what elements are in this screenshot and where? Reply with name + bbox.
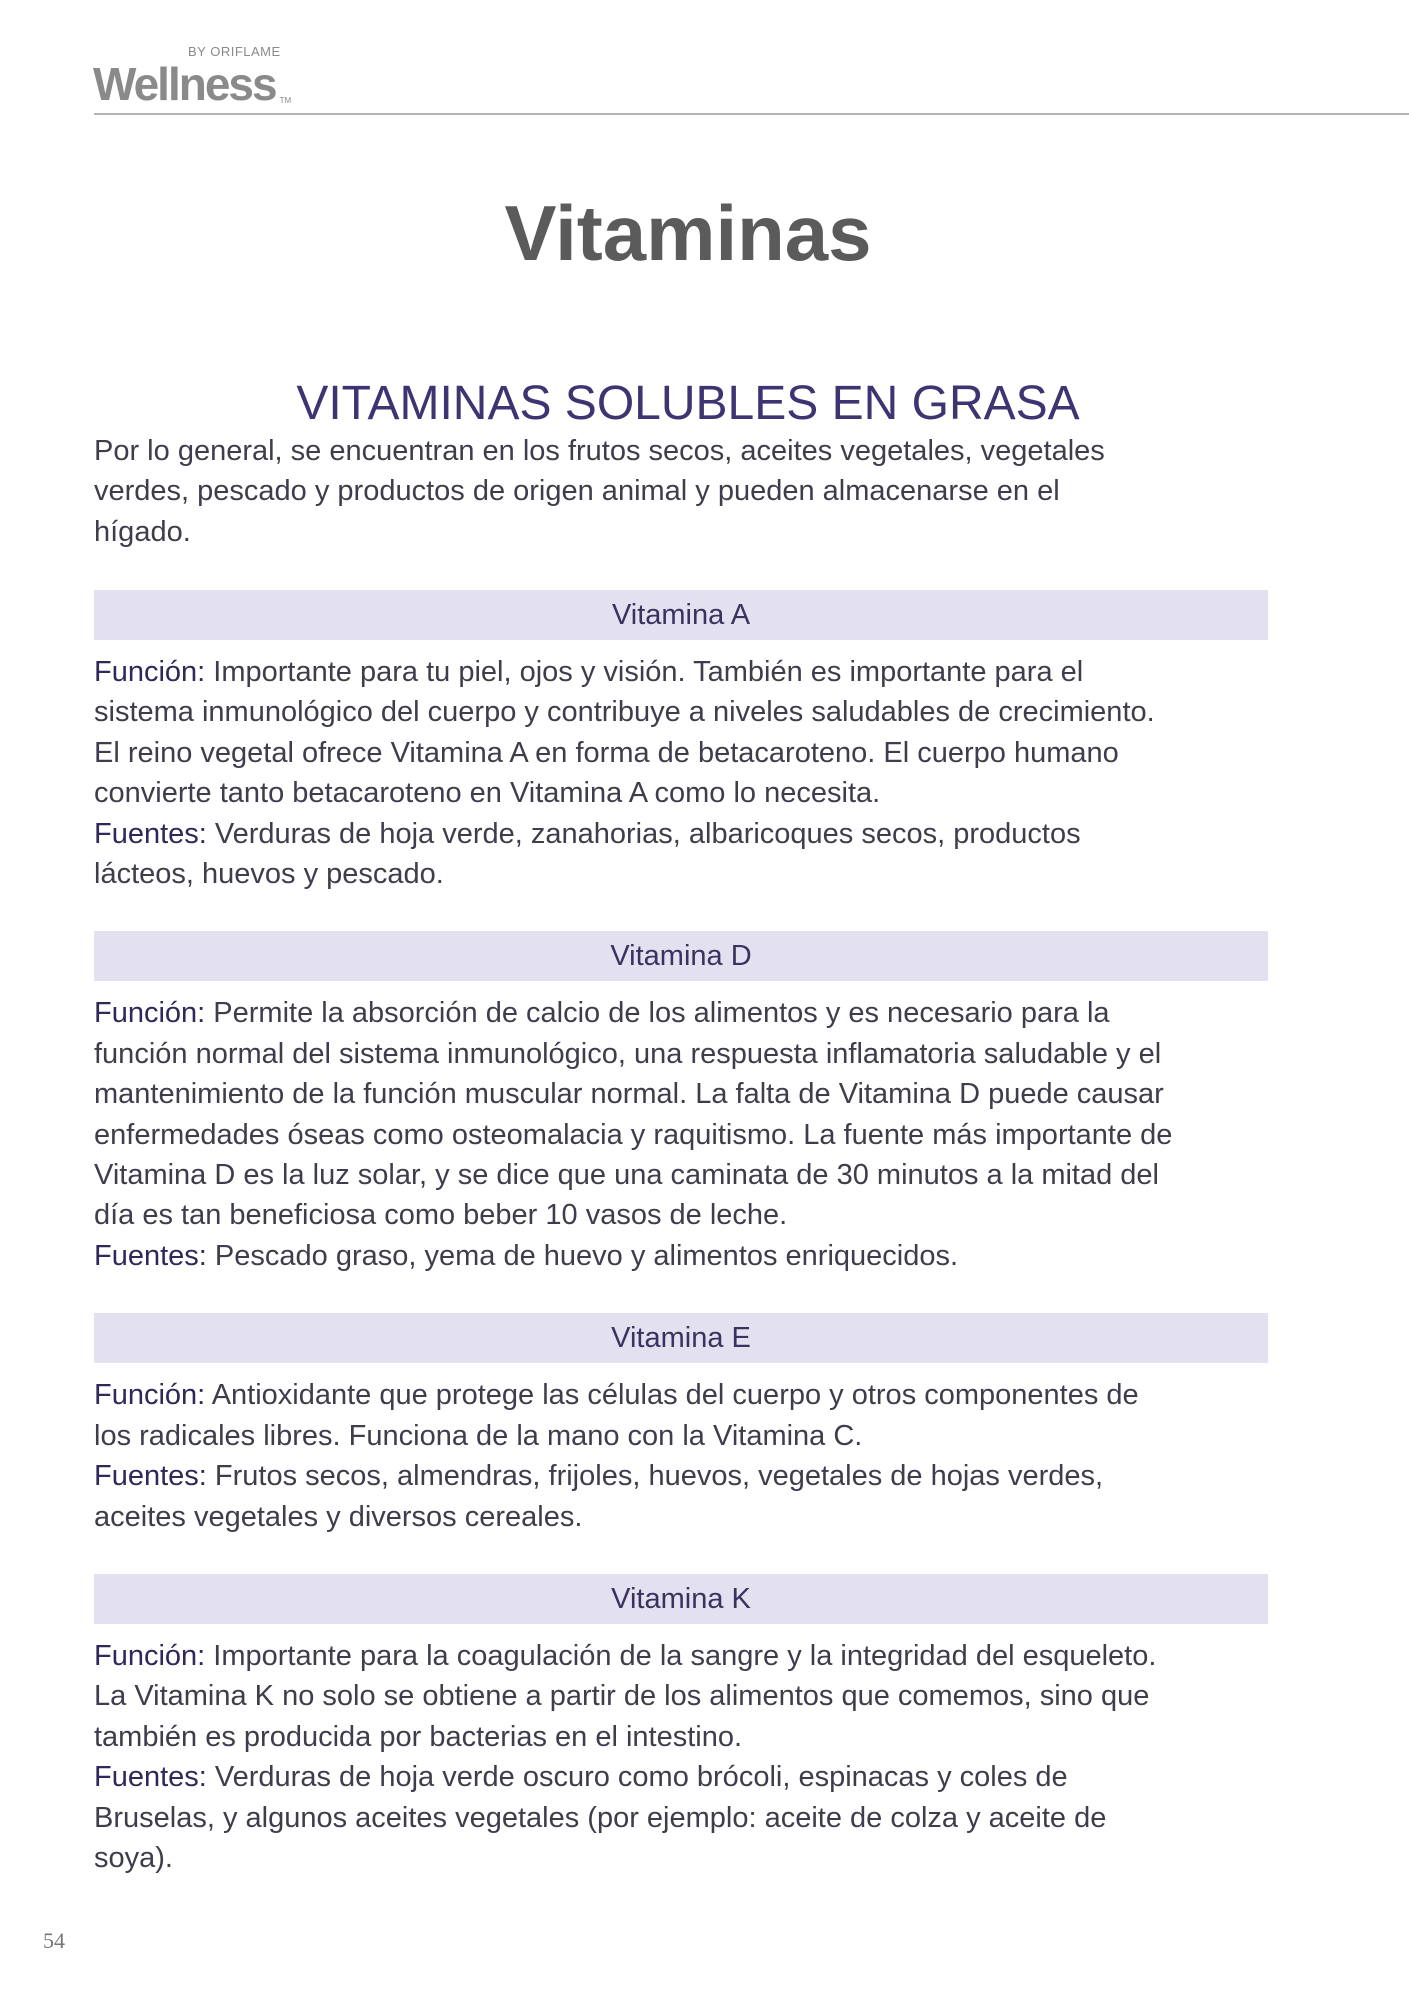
field-label: Fuentes: (94, 1460, 207, 1493)
logo-trademark: TM (279, 96, 292, 105)
vitamin-section (94, 590, 1268, 894)
field-text: La Vitamina K no solo se obtiene a partir de los alimentos que comemos, sino que (94, 1680, 1150, 1713)
description-line (94, 1074, 1268, 1114)
field-label: Función: (94, 656, 206, 688)
intro-paragraph (94, 431, 1105, 552)
field-text: convierte tanto betacaroteno en Vitamina A como lo necesita. (94, 777, 881, 810)
field-text: día es tan beneficiosa como beber 10 vasos de leche. (94, 1199, 788, 1232)
vitamin-sections (94, 590, 1268, 1915)
description-line (94, 652, 1268, 692)
field-text: Permite la absorción de calcio de los alimentos y es necesario para la (205, 997, 1110, 1030)
logo-main-row (93, 59, 353, 109)
description-line (94, 1636, 1268, 1676)
description-line (94, 773, 1268, 813)
field-text: Importante para la coagulación de la sangre y la integridad del esqueleto. (205, 1639, 1157, 1672)
description-line (94, 1676, 1268, 1716)
description-line (94, 854, 1268, 894)
field-text: Importante para tu piel, ojos y visión. También es importante para el (205, 656, 1084, 688)
vitamin-section (94, 931, 1268, 1276)
description-line (94, 1416, 1268, 1456)
field-text: El reino vegetal ofrece Vitamina A en forma de betacaroteno. El cuerpo humano (94, 736, 1119, 769)
field-label: Fuentes: (94, 1761, 207, 1794)
description-line (94, 1155, 1268, 1195)
vitamin-description (94, 993, 1268, 1276)
vitamin-header-bar: Vitamina D (94, 931, 1268, 981)
field-text: también es producida por bacterias en el intestino. (94, 1720, 743, 1753)
field-text: lácteos, huevos y pescado. (94, 858, 444, 891)
description-line (94, 1375, 1268, 1415)
description-line (94, 814, 1268, 854)
field-text: Vitamina D es la luz solar, y se dice que una caminata de 30 minutos a la mitad del (94, 1159, 1159, 1192)
field-label: Fuentes: (94, 1239, 207, 1272)
logo-wordmark: Wellness (93, 58, 276, 110)
description-line (94, 1115, 1268, 1155)
intro-line: verdes, pescado y productos de origen animal y pueden almacenarse en el (94, 475, 1060, 508)
field-text: mantenimiento de la función muscular normal. La falta de Vitamina D puede causar (94, 1078, 1164, 1111)
page-number: 54 (43, 1928, 65, 1953)
page-title: Vitaminas (504, 189, 872, 277)
intro-line: hígado. (94, 515, 191, 548)
field-text: función normal del sistema inmunológico, una respuesta inflamatoria saludable y el (94, 1037, 1162, 1070)
description-line (94, 1838, 1268, 1878)
description-line (94, 1497, 1268, 1537)
wellness-logo (93, 44, 353, 109)
field-text: Verduras de hoja verde, zanahorias, albaricoques secos, productos (206, 817, 1081, 850)
header-divider (94, 113, 1409, 115)
logo-by-oriflame: BY ORIFLAME (188, 44, 281, 59)
vitamin-description (94, 1636, 1268, 1878)
vitamin-header-bar: Vitamina A (94, 590, 1268, 640)
logo-by-row (93, 44, 353, 59)
vitamin-section (94, 1313, 1268, 1537)
description-line (94, 1195, 1268, 1235)
field-text: los radicales libres. Funciona de la mano con la Vitamina C. (94, 1419, 863, 1452)
field-text: Frutos secos, almendras, frijoles, huevos, vegetales de hojas verdes, (206, 1460, 1104, 1493)
field-text: Antioxidante que protege las células del cuerpo y otros componentes de (205, 1379, 1139, 1412)
field-text: soya). (94, 1841, 173, 1874)
description-line (94, 1236, 1268, 1276)
field-text: Bruselas, y algunos aceites vegetales (por ejemplo: aceite de colza y aceite de (94, 1801, 1107, 1834)
description-line (94, 1717, 1268, 1757)
field-label: Función: (94, 997, 206, 1030)
field-text: Pescado graso, yema de huevo y alimentos enriquecidos. (206, 1239, 959, 1272)
description-line (94, 1757, 1268, 1797)
description-line (94, 1456, 1268, 1496)
vitamin-section (94, 1574, 1268, 1878)
vitamin-description (94, 1375, 1268, 1537)
field-label: Función: (94, 1379, 206, 1412)
field-text: sistema inmunológico del cuerpo y contribuye a niveles saludables de crecimiento. (94, 696, 1155, 729)
description-line (94, 993, 1268, 1033)
description-line (94, 692, 1268, 732)
vitamin-header-bar: Vitamina K (94, 1574, 1268, 1624)
field-label: Fuentes: (94, 817, 207, 850)
description-line (94, 733, 1268, 773)
vitamin-description (94, 652, 1268, 894)
vitamin-header-bar: Vitamina E (94, 1313, 1268, 1363)
section-heading: VITAMINAS SOLUBLES EN GRASA (296, 377, 1080, 430)
intro-line: Por lo general, se encuentran en los frutos secos, aceites vegetales, vegetales (94, 435, 1105, 467)
field-text: aceites vegetales y diversos cereales. (94, 1500, 583, 1533)
description-line (94, 1034, 1268, 1074)
field-text: Verduras de hoja verde oscuro como brócoli, espinacas y coles de (206, 1761, 1068, 1794)
field-text: enfermedades óseas como osteomalacia y raquitismo. La fuente más importante de (94, 1118, 1173, 1151)
field-label: Función: (94, 1639, 206, 1672)
description-line (94, 1798, 1268, 1838)
